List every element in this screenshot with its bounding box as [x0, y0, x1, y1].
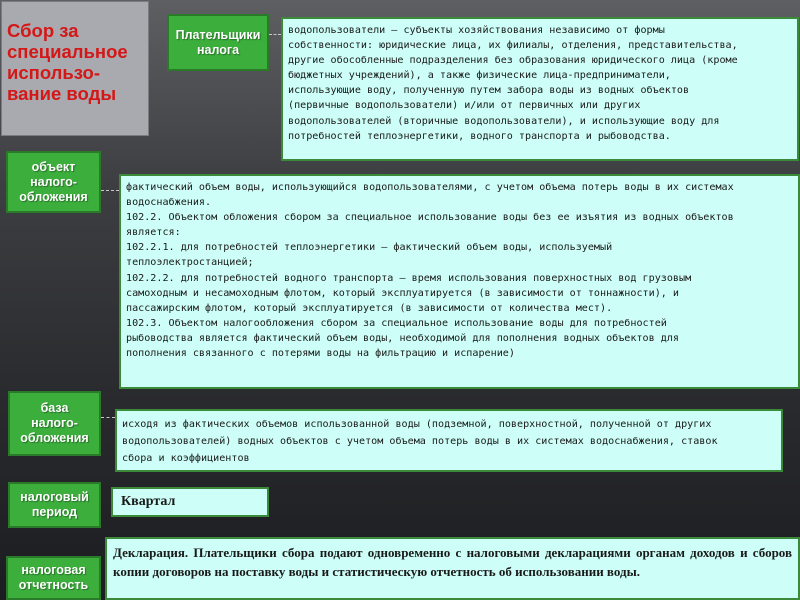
object-connector — [101, 190, 119, 191]
payers-connector — [269, 34, 281, 35]
reporting-value: Декларация. Плательщики сбора подают одновременно с налоговыми декларациями органам доходов и сборов копии договоров на поставку воды и статистическую отчетность об использовании воды. — [113, 545, 792, 579]
page-title: Сбор за специальное использо- вание воды — [7, 20, 128, 104]
object-text-box: фактический объем воды, использующийся водопользователями, с учетом объема потерь воды в их системах водоснабжения. 102.2. Объектом обложения сбором за специальное использование воды без ее изъятия из водных объектов является: 102.2.1. для потребностей теплоэнергетики – фактический объем воды, используемый теплоэлектростанцией; 102.2.2. для потребностей водного транспорта – время использования поверхностных вод грузовым самоходным и несамоходным флотом, который эксплуатируется (в зависимости от тоннажности), и пассажирским флотом, который эксплуатируется (в зависимости от количества мест). 102.3. Объектом налогообложения сбором за специальное использование воды для потребностей рыбоводства является фактический объем воды, необходимой для пополнения водных объектов для пополнения связанного с потерями воды на фильтрацию и испарение) — [119, 174, 800, 389]
title-box — [1, 1, 149, 136]
period-label: налоговый период — [8, 482, 101, 528]
reporting-label: налоговая отчетность — [6, 556, 101, 600]
payers-label: Плательщики налога — [167, 14, 269, 71]
period-value: Квартал — [121, 494, 176, 509]
payers-text-box: водопользователи – субъекты хозяйствования независимо от формы собственности: юридические лица, их филиалы, отделения, представительства, другие обособленные подразделения без образования юридического лица (кроме бюджетных учреждений), а также физические лица-предприниматели, использующие воду, полученную путем забора воды из водных объектов (первичные водопользователи) и/или от первичных или других водопользователей (вторичные водопользователи), и использующие воду для потребностей теплоэнергетики, водного транспорта и рыбоводства. — [281, 17, 799, 161]
base-label: база налого- обложения — [8, 391, 101, 456]
base-connector — [101, 417, 115, 418]
reporting-text-box — [105, 537, 800, 600]
object-label: объект налого- обложения — [6, 151, 101, 213]
period-text-box — [111, 487, 269, 517]
base-text-box: исходя из фактических объемов использованной воды (подземной, поверхностной, полученной от других водопользователей) водных объектов с учетом объема потерь воды в их системах водоснабжения, ставок сбора и коэффициентов — [115, 409, 783, 472]
